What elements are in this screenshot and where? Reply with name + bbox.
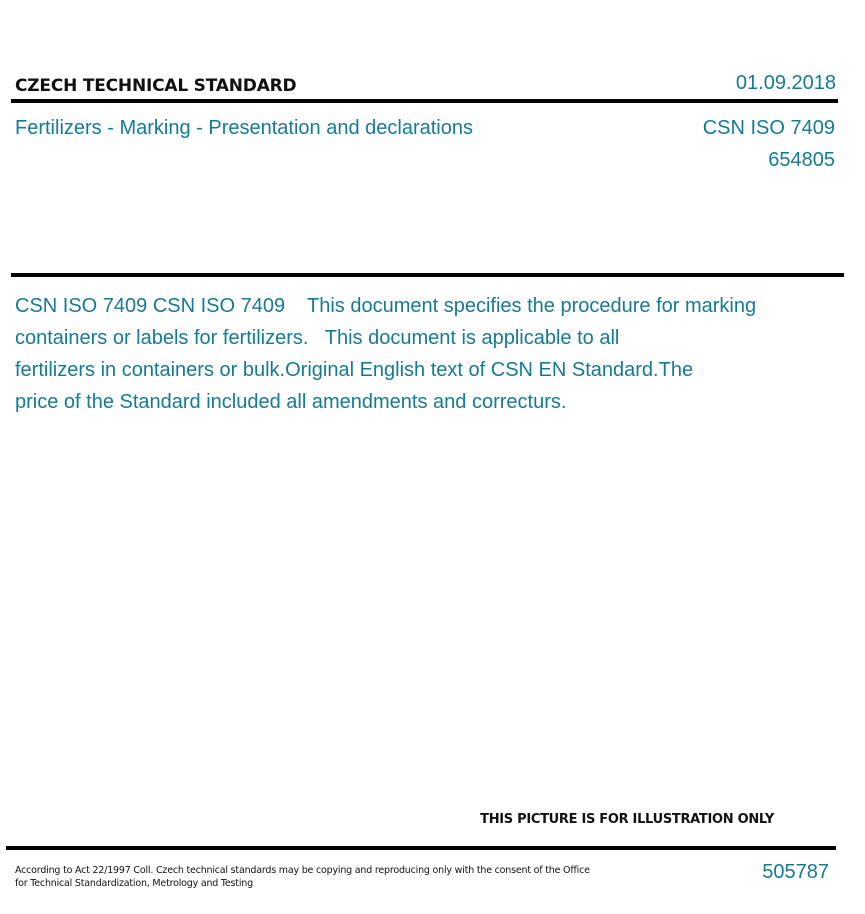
description-line: fertilizers in containers or bulk.Original English text of CSN EN Standard.The	[15, 359, 694, 381]
legal-notice-line: According to Act 22/1997 Coll. Czech technical standards may be copying and reproducing only with the consent of the Office	[15, 865, 590, 876]
document-code: CSN ISO 7409	[702, 117, 835, 139]
publication-date: 01.09.2018	[735, 72, 836, 94]
description-line: containers or labels for fertilizers. This document is applicable to all	[15, 327, 620, 349]
document-description	[15, 290, 825, 418]
description-line: CSN ISO 7409 CSN ISO 7409 This document specifies the procedure for marking	[15, 295, 757, 317]
footer-number: 505787	[762, 861, 829, 883]
description-line: price of the Standard included all amendments and correcturs.	[15, 391, 567, 413]
legal-notice-line: for Technical Standardization, Metrology and Testing	[15, 878, 253, 889]
standard-label: CZECH TECHNICAL STANDARD	[15, 76, 297, 96]
legal-notice	[15, 864, 590, 890]
footer-divider	[6, 846, 836, 850]
catalog-number: 654805	[768, 149, 835, 171]
header-divider	[11, 99, 838, 103]
illustration-note: THIS PICTURE IS FOR ILLUSTRATION ONLY	[480, 812, 774, 827]
section-divider	[11, 273, 844, 277]
document-title: Fertilizers - Marking - Presentation and declarations	[15, 117, 473, 139]
